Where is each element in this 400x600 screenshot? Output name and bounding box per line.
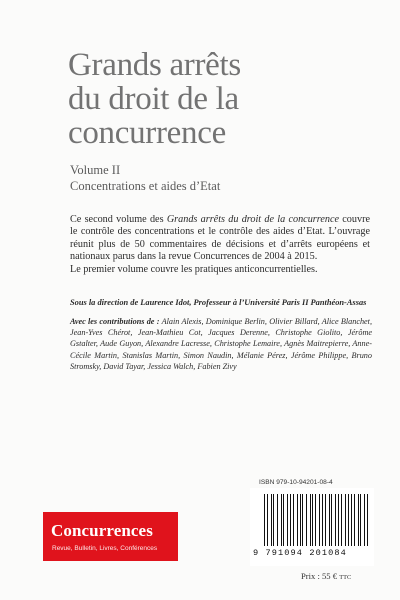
summary-second-line: Le premier volume couvre les pratiques anticoncurrentielles. xyxy=(70,263,318,275)
barcode-bar xyxy=(323,494,324,546)
summary-intro: Ce second volume des xyxy=(70,214,167,225)
contributors-label: Avec les contributions de : xyxy=(70,317,160,326)
barcode-bar xyxy=(268,494,269,546)
summary-book-title: Grands arrêts du droit de la concurrence xyxy=(166,214,340,225)
barcode xyxy=(264,494,368,546)
subtitle: Concentrations et aides d’Etat xyxy=(70,179,221,193)
price-label: Prix : 55 € xyxy=(301,571,338,581)
isbn: ISBN 979-10-94201-08-4 xyxy=(259,479,333,486)
barcode-bar xyxy=(278,494,279,546)
barcode-bar xyxy=(338,494,339,546)
barcode-bar xyxy=(343,494,344,546)
barcode-bar xyxy=(349,494,350,546)
barcode-bar xyxy=(329,494,330,546)
barcode-bar xyxy=(293,494,294,546)
publisher-logo xyxy=(43,512,178,561)
book-title xyxy=(68,48,368,150)
barcode-bar xyxy=(285,494,286,546)
barcode-bar xyxy=(302,494,303,546)
barcode-bar xyxy=(295,494,296,546)
title-line: concurrence xyxy=(68,115,226,151)
title-line: du droit de la xyxy=(68,81,239,117)
barcode-bar xyxy=(353,494,354,546)
barcode-bar xyxy=(277,494,278,546)
barcode-bar xyxy=(362,494,363,546)
contributors xyxy=(70,316,372,372)
barcode-bar xyxy=(298,494,299,546)
summary-paragraph xyxy=(70,214,370,264)
volume-label: Volume II xyxy=(70,163,121,177)
contributors-names: Alain Alexis, Dominique Berlin, Olivier Billard, Alice Blanchet, Jean-Yves Chérot, Jean-Mathieu Cot, Jacques Derenne, Christophe Giolito, Jérôme Gstalter, Aude Guyon, Alexandre Lacresse, Christophe Lemaire, Agnès Maitrepierre, Anne-Cécile Martin, Stanislas Martin, Simon Naudin, Mélanie Pérez, Jérôme Philippe, Bruno Stromsky, David Tayar, Jessica Walch, Fabien Zivy xyxy=(70,317,372,371)
barcode-bar xyxy=(319,494,320,546)
price xyxy=(301,571,351,581)
barcode-bar xyxy=(317,494,318,546)
barcode-bar xyxy=(273,494,274,546)
summary-body: couvre le contrôle des concentrations et le contrôle des aides d’Etat. L’ouvrage réunit plus de 50 commentaires de décisions et d’arrêts européens et nationaux parus dans la revue Concurrences de 2004 à 2015. xyxy=(70,214,370,263)
barcode-bar xyxy=(354,494,355,546)
title-line: Grands arrêts xyxy=(68,47,241,83)
barcode-bar xyxy=(308,494,309,546)
publisher-name: Concurrences xyxy=(51,521,153,540)
publisher-tagline: Revue, Bulletin, Livres, Conférences xyxy=(52,545,158,552)
price-suffix: TTC xyxy=(339,574,352,581)
direction-credit: Sous la direction de Laurence Idot, Professeur à l’Université Paris II Panthéon-Assas xyxy=(70,298,367,307)
barcode-bar xyxy=(334,494,335,546)
summary xyxy=(70,214,370,276)
barcode-box xyxy=(250,488,374,566)
barcode-bar xyxy=(287,494,288,546)
barcode-digits: 9 791094 201084 xyxy=(253,548,347,558)
barcode-bar xyxy=(331,494,332,546)
